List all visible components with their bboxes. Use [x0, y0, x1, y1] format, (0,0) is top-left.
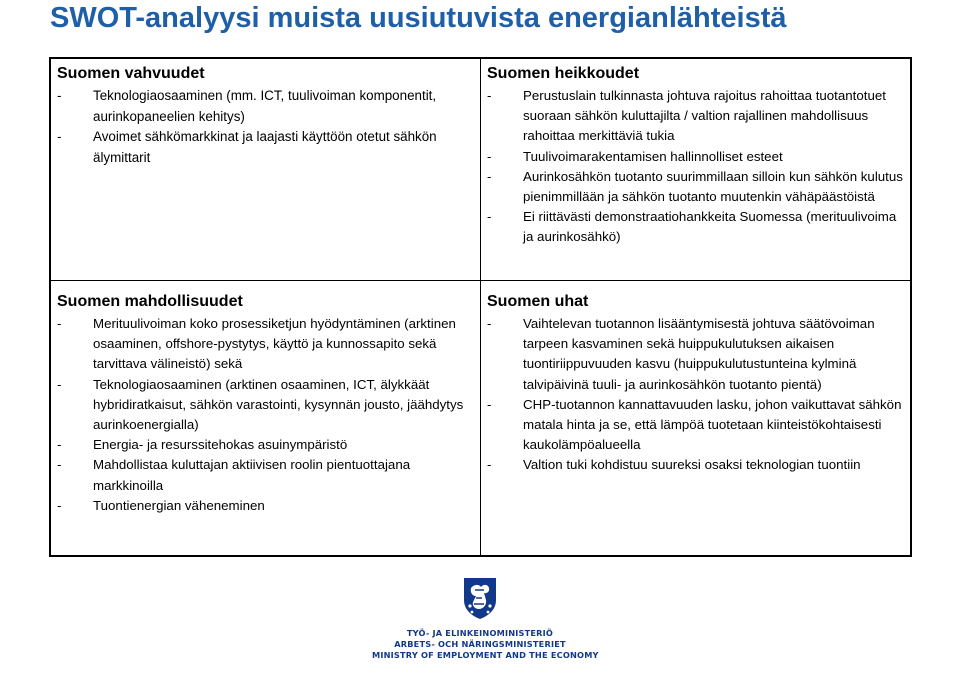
list-item: [57, 375, 474, 436]
list-item: [57, 455, 474, 495]
list-marker: -: [487, 457, 492, 473]
list-item: [487, 167, 904, 207]
opportunities-list: [51, 312, 480, 516]
list-item: [487, 86, 904, 147]
list-item-text: Avoimet sähkömarkkinat ja laajasti käyttöön otetut sähkön älymittarit: [93, 129, 437, 165]
threats-quadrant: [481, 281, 910, 555]
list-marker: -: [487, 88, 492, 103]
threats-heading: Suomen uhat: [487, 293, 589, 310]
list-marker: -: [57, 437, 62, 453]
finnish-lion-emblem-icon: [462, 576, 498, 620]
list-item: [487, 455, 904, 475]
list-item: [487, 314, 904, 395]
list-marker: -: [487, 168, 492, 184]
list-item-text: Merituulivoiman koko prosessiketjun hyödyntäminen (arktinen osaaminen, offshore-pystytys, käyttö ja kunnossapito sekä tarvittava välineistö) sekä: [93, 316, 456, 372]
list-marker: -: [487, 316, 492, 331]
list-item: [487, 207, 904, 247]
list-item-text: Valtion tuki kohdistuu suureksi osaksi teknologian tuontiin: [523, 457, 861, 473]
list-item: [57, 314, 474, 375]
slide-title: SWOT-analyysi muista uusiutuvista energianlähteistä: [50, 2, 787, 34]
list-marker: -: [487, 209, 492, 225]
logo-text-english: MINISTRY OF EMPLOYMENT AND THE ECONOMY: [372, 650, 599, 660]
list-marker: -: [487, 396, 492, 412]
list-item: [487, 395, 904, 456]
list-item-text: Ei riittävästi demonstraatiohankkeita Suomessa (merituulivoima ja aurinkosähkö): [523, 209, 897, 245]
weaknesses-quadrant: [481, 59, 910, 281]
list-item-text: Tuulivoimarakentamisen hallinnolliset esteet: [523, 148, 783, 164]
list-marker: -: [57, 129, 62, 145]
list-item-text: CHP-tuotannon kannattavuuden lasku, johon vaikuttavat sähkön matala hinta ja se, että lämpöä tuotetaan kiinteistökohtaisesti kaukolämpöalueella: [523, 396, 902, 453]
strengths-quadrant: [51, 59, 481, 281]
strengths-heading: Suomen vahvuudet: [57, 65, 205, 82]
list-marker: -: [57, 457, 62, 473]
list-item-text: Energia- ja resurssitehokas asuinympäristö: [93, 437, 348, 453]
opportunities-quadrant: [51, 281, 481, 555]
list-item: [57, 127, 474, 168]
list-marker: -: [487, 148, 492, 164]
list-item-text: Mahdollistaa kuluttajan aktiivisen roolin pientuottajana markkinoilla: [93, 457, 411, 493]
list-item-text: Perustuslain tulkinnasta johtuva rajoitus rahoittaa tuotantotuet suoraan sähkön kuluttajilta / valtion rajallinen mahdollisuus rahoittaa merkittäviä tukia: [523, 88, 886, 144]
list-item: [57, 86, 474, 127]
list-item: [57, 435, 474, 455]
list-item-text: Teknologiaosaaminen (arktinen osaaminen, ICT, älykkäät hybridiratkaisut, sähkön varastointi, kysynnän jousto, jäähdytys aurinkoenergialla): [93, 376, 464, 433]
list-marker: -: [57, 88, 62, 103]
list-item-text: Aurinkosähkön tuotanto suurimmillaan silloin kun sähkön kulutus pienimmillään ja sähkön tuotanto muutenkin vähäpäästöistä: [523, 168, 903, 205]
list-item: [487, 147, 904, 167]
weaknesses-heading: Suomen heikkoudet: [487, 65, 640, 82]
list-item-text: Tuontienergian väheneminen: [93, 497, 265, 513]
logo-text-swedish: ARBETS- OCH NÄRINGSMINISTERIET: [394, 639, 566, 649]
threats-list: [481, 312, 910, 476]
list-marker: -: [57, 376, 62, 392]
list-item-text: Vaihtelevan tuotannon lisääntymisestä johtuva säätövoiman tarpeen kasvaminen sekä huippukulutuksen aikaisen tuontiriippuvuuden kasvu (huippukulutustunteina kylminä talvipäivinä tuuli- ja aurinkosähkön tuotanto pientä): [523, 316, 875, 392]
opportunities-heading: Suomen mahdollisuudet: [57, 293, 243, 310]
logo-text-finnish: TYÖ- JA ELINKEINOMINISTERIÖ: [406, 628, 554, 638]
weaknesses-list: [481, 84, 910, 248]
ministry-logo: [372, 576, 599, 666]
swot-table: [49, 57, 912, 557]
list-item-text: Teknologiaosaaminen (mm. ICT, tuulivoiman komponentit, aurinkopaneelien kehitys): [93, 88, 437, 124]
list-marker: -: [57, 497, 62, 513]
list-item: [57, 496, 474, 516]
strengths-list: [51, 84, 480, 168]
list-marker: -: [57, 316, 62, 331]
